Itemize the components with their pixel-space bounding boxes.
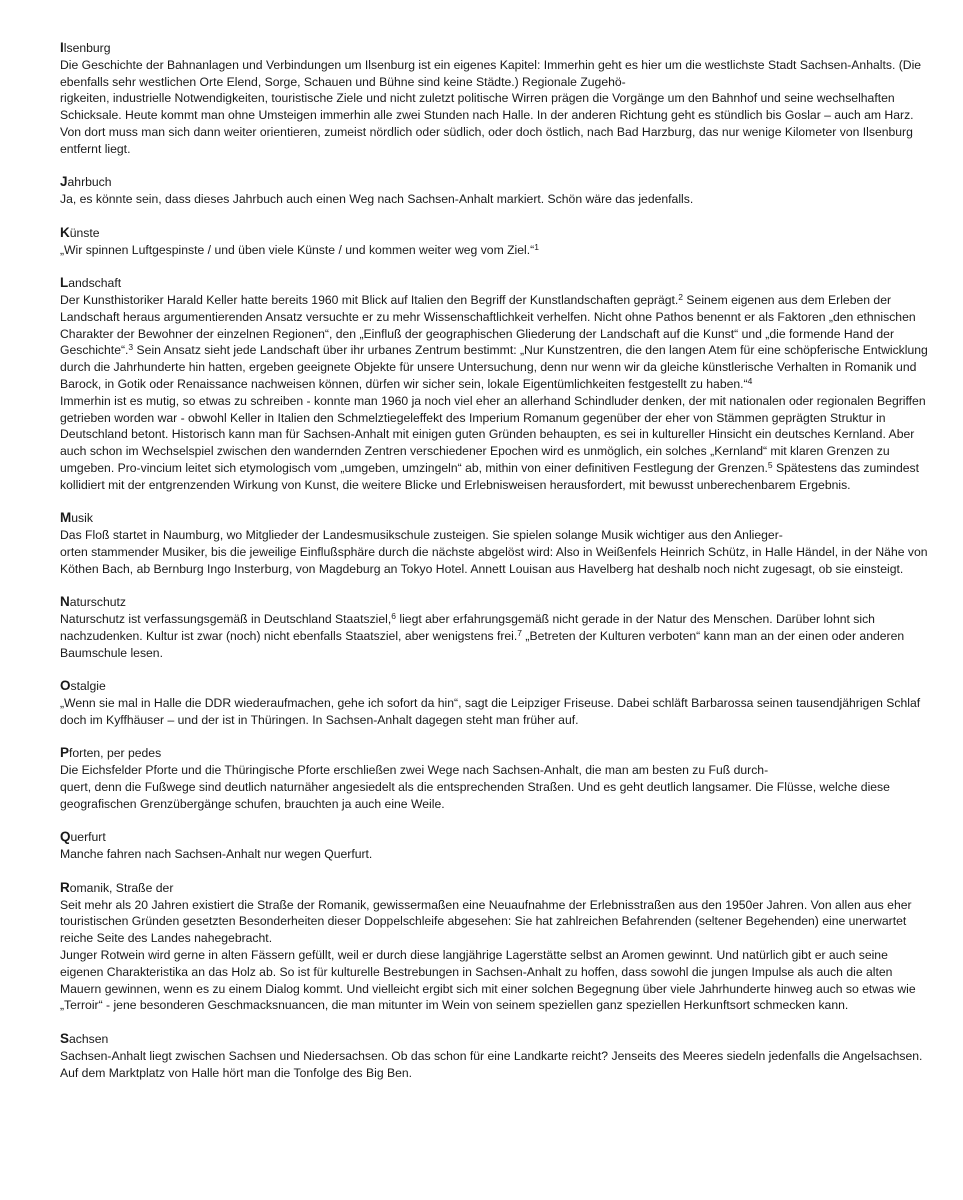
glossary-entry [60, 678, 928, 728]
document-page [60, 40, 928, 1098]
entry-title: stalgie [70, 679, 106, 694]
entry-heading [60, 829, 928, 846]
paragraph-text: Ja, es könnte sein, dass dieses Jahrbuch auch einen Weg nach Sachsen-Anhalt markiert. Schön wäre das jedenfalls. [60, 192, 694, 207]
footnote-marker: 2 [678, 291, 684, 302]
paragraph-text: Die Geschichte der Bahnanlagen und Verbindungen um Ilsenburg ist ein eigenes Kapitel: Immerhin geht es hier um die westlichste Stadt Sachsen-Anhalts. (Die ebenfalls sehr westlichen Orte Elend, Sorge, Schauen und Bühne sind keine Städte.) Regionale Zugehö- rigkeiten, industrielle Notwendigkeiten, touristische Ziele und nicht zuletzt politische Wirren prägen die Vorgänge um den Bahnhof und seine wechselhaften Schicksale. Heute kommt man ohne Umsteigen immerhin alle zwei Stunden nach Halle. In der anderen Richtung geht es stündlich bis Goslar – auch am Harz. Von dort muss man sich dann weiter orientieren, zumeist nördlich oder südlich, oder doch östlich, nach Bad Harzburg, das nur wenige Kilometer von Ilsenburg entfernt liegt. [60, 57, 922, 156]
entry-heading [60, 174, 928, 191]
entry-title: lsenburg [63, 41, 111, 55]
paragraph-text: Spätestens das zumindest kollidiert mit der entgrenzenden Wirkung von Kunst, die weitere Blicke und Erlebnisweisen herausfordert, mit bewusst unberechenbarem Ergebnis. [60, 460, 919, 492]
paragraph-text: Junger Rotwein wird gerne in alten Fässern gefüllt, weil er durch diese langjährige Lagerstätte selbst an Aromen gewinnt. Und natürlich gibt er auch seine eigenen Charakteristika an das Holz ab. So ist für kulturelle Bestrebungen in Sachsen-Anhalt zu hoffen, dass sowohl die jungen Impulse als auch die alten Mauern gewinnen, wenn es zu einem Dialog kommt. Und vielleicht ergibt sich mit einer solchen Begegnung über viele Jahrhunderte hinweg auch so etwas wie „Terroir“ - jene besonderen Geschmacksnuancen, die man mitunter im Wein von seinem speziellen ganz speziellen Herkunftsort schmecken kann. [60, 948, 916, 1013]
entry-title: ünste [69, 225, 100, 240]
entry-title: usik [71, 511, 93, 526]
entry-paragraph [60, 1048, 928, 1082]
paragraph-text: Sachsen-Anhalt liegt zwischen Sachsen und Niedersachsen. Ob das schon für eine Landkarte reicht? Jenseits des Meeres siedeln jedenfalls die Angelsachsen. Auf dem Marktplatz von Halle hört man die Tonfolge des Big Ben. [60, 1048, 923, 1080]
entry-paragraph [60, 527, 928, 577]
footnote-marker: 6 [391, 611, 396, 622]
entry-title: forten, per pedes [69, 746, 162, 761]
entry-initial: Q [60, 829, 71, 845]
entry-heading [60, 594, 928, 611]
entry-paragraph [60, 57, 928, 158]
entry-initial: N [60, 594, 70, 610]
entry-paragraph [60, 947, 928, 1014]
paragraph-text: „Wir spinnen Luftgespinste / und üben viele Künste / und kommen weiter weg vom Ziel.“ [60, 242, 535, 257]
paragraph-text: „Betreten der Kulturen verboten“ kann man an der einen oder anderen Baumschule lesen. [60, 628, 905, 660]
entry-initial: I [60, 40, 64, 55]
paragraph-text: Manche fahren nach Sachsen-Anhalt nur wegen Querfurt. [60, 847, 373, 862]
entry-paragraph [60, 292, 928, 393]
entry-title: omanik, Straße der [69, 880, 174, 895]
footnote-marker: 5 [767, 459, 773, 470]
entry-paragraph [60, 695, 928, 729]
entry-title: andschaft [68, 276, 122, 291]
paragraph-text: Naturschutz ist verfassungsgemäß in Deutschland Staatsziel, [60, 612, 392, 627]
footnote-marker: 4 [747, 375, 753, 386]
entry-initial: R [60, 879, 70, 895]
paragraph-text: Immerhin ist es mutig, so etwas zu schreiben - konnte man 1960 ja noch viel eher an allerhand Schindluder denken, der mit nationalen oder regionalen Begriffen getrieben worden war - obwohl Keller in Italien den Schmelztiegeleffekt des Imperium Romanum gegenüber der eher von Stämmen geprägten Struktur in Deutschland betont. Historisch kann man für Sachsen-Anhalt mit einigen guten Gründen behaupten, es sei in kultureller Hinsicht ein deutsches Kernland. Aber auch schon im Wechselspiel zwischen den wandernden Zentren verschiedener Epochen wird es unmöglich, ein solches „Kernland“ mit klaren Grenzen zu umgeben. Pro-vincium leitet sich etymologisch vom „umgeben, umzingeln“ ab, mithin von einer definitiven Festlegung der Grenzen. [60, 393, 926, 475]
glossary-entry [60, 829, 928, 863]
glossary-entry [60, 174, 928, 208]
entry-paragraph [60, 191, 928, 208]
entry-heading [60, 678, 928, 695]
glossary-entry [60, 1031, 928, 1081]
entry-paragraph [60, 846, 928, 863]
entry-initial: L [60, 275, 69, 291]
glossary-entry [60, 594, 928, 661]
entry-initial: K [60, 224, 70, 240]
glossary-entry [60, 275, 928, 493]
entry-paragraph [60, 762, 928, 812]
entry-paragraph [60, 393, 928, 494]
entry-paragraph [60, 611, 928, 661]
footnote-marker: 7 [517, 627, 523, 638]
glossary-entry [60, 225, 928, 259]
paragraph-text: Seit mehr als 20 Jahren existiert die Straße der Romanik, gewissermaßen eine Neuaufnahme der Erlebnisstraßen aus den 1950er Jahren. Von allen aus eher touristischen Gründen gesetzten Besonderheiten dieser Doppelschleife abgesehen: Sie hat zahlreichen Befahrenden (seltener Begehenden) eine unerwartet reiche Seite des Landes nahegebracht. [60, 897, 912, 946]
entry-initial: S [60, 1031, 70, 1047]
glossary-entry [60, 880, 928, 1014]
entry-initial: O [60, 678, 71, 694]
footnote-marker: 1 [534, 241, 539, 252]
paragraph-text: Das Floß startet in Naumburg, wo Mitglieder der Landesmusikschule zusteigen. Sie spielen solange Musik wichtiger aus den Anlieger- orten stammender Musiker, bis die jeweilige Einflußsphäre durch die nächste abgelöst wird: Also in Weißenfels Heinrich Schütz, in Halle Händel, in der Nähe von Köthen Bach, ab Bernburg Ingo Insterburg, von Magdeburg an Tokyo Hotel. Annett Louisan aus Havelberg hat deshalb noch nicht zugesagt, ob sie einsteigt. [60, 528, 928, 576]
entry-title: aturschutz [69, 595, 126, 610]
paragraph-text: liegt aber erfahrungsgemäß nicht gerade in der Natur des Menschen. Darüber lohnt sich nachzudenken. Kultur ist zwar (noch) nicht ebenfalls Staatsziel, aber wenigstens frei. [60, 612, 875, 643]
entry-paragraph [60, 897, 928, 947]
glossary-entry [60, 510, 928, 577]
paragraph-text: „Wenn sie mal in Halle die DDR wiederaufmachen, gehe ich sofort da hin“, sagt die Leipziger Friseuse. Dabei schläft Barbarossa seinen tausendjährigen Schlaf doch im Kyffhäuser – und der ist in Thüringen. In Sachsen-Anhalt dagegen steht man früher auf. [60, 696, 921, 727]
paragraph-text: Sein Ansatz sieht jede Landschaft über ihr urbanes Zentrum bestimmt: „Nur Kunstzentren, die den langen Atem für eine schöpferische Entwicklung durch die Jahrhunderte hin hatten, ergeben geeignete Objekte für unsere Untersuchung, denn nur wenn wir da gleiche künstlerische Verhalten in Romanik und Barock, in Gotik oder Renaissance nachweisen können, dürfen wir sicher sein, lokale Eigentümlichkeiten festgestellt zu haben.“ [60, 343, 928, 391]
entry-heading [60, 745, 928, 762]
entry-heading [60, 40, 928, 57]
entry-heading [60, 510, 928, 527]
entry-paragraph [60, 242, 928, 259]
glossary-entry [60, 40, 928, 158]
entry-heading [60, 275, 928, 292]
entry-title: achsen [69, 1032, 109, 1047]
paragraph-text: Der Kunsthistoriker Harald Keller hatte bereits 1960 mit Blick auf Italien den Begriff der Kunstlandschaften geprägt. [60, 292, 679, 307]
entry-heading [60, 225, 928, 242]
paragraph-text: Seinem eigenen aus dem Erleben der Landschaft heraus argumentierenden Ansatz versuchte er zu mehr Wissenschaftlichkeit verhelfen. Nicht ohne Pathos benennt er als Faktoren „den ethnischen Charakter der Bewohner der einzelnen Regionen“, den „Einfluß der geographischen Gliederung der Landschaft auf die Kunst“ und „die formende Hand der Geschichte“. [60, 292, 916, 358]
entry-initial: P [60, 745, 70, 761]
paragraph-text: Die Eichsfelder Pforte und die Thüringische Pforte erschließen zwei Wege nach Sachsen-Anhalt, die man am besten zu Fuß durch- quert, denn die Fußwege sind deutlich naturnäher angesiedelt als die entsprechenden Straßen. Und es geht deutlich langsamer. Die Flüsse, welche diese geografischen Grenzübergänge schufen, brauchten ja auch eine Weile. [60, 763, 890, 811]
entry-title: uerfurt [70, 830, 106, 845]
footnote-marker: 3 [128, 342, 134, 353]
entry-initial: J [60, 174, 68, 190]
entry-heading [60, 1031, 928, 1048]
entry-heading [60, 880, 928, 897]
entry-initial: M [60, 510, 72, 526]
glossary-entry [60, 745, 928, 812]
entry-title: ahrbuch [67, 175, 112, 190]
